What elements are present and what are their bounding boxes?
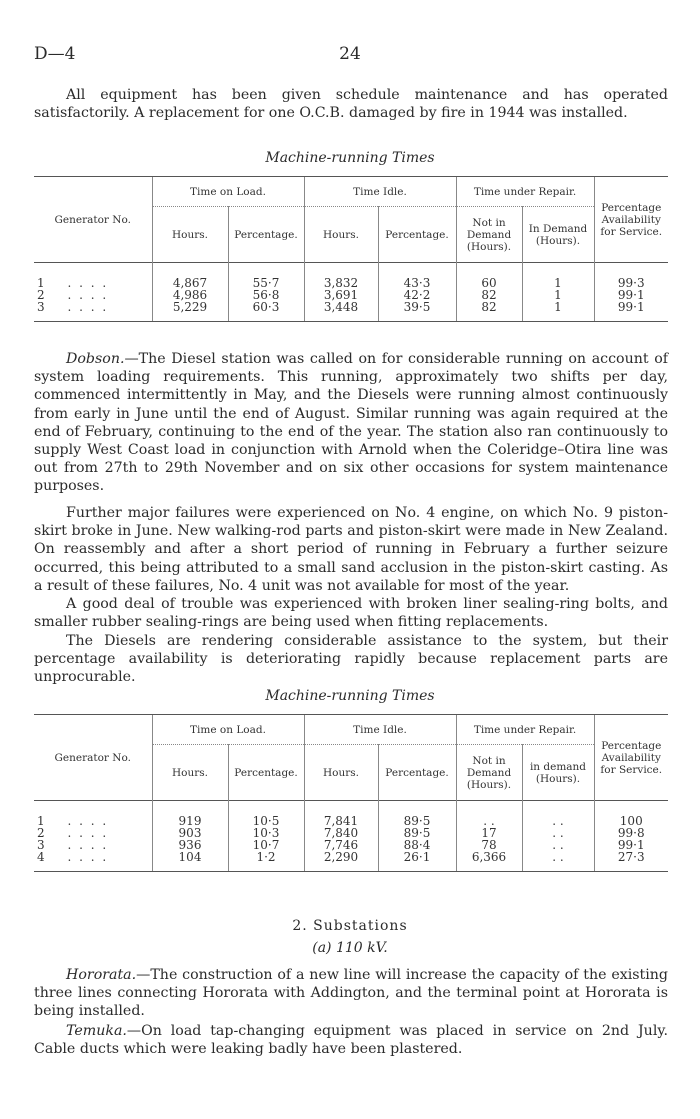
col-load-percentage: Percentage. — [228, 207, 304, 263]
machine-running-table-2 — [34, 714, 668, 872]
group-time-on-load: Time on Load. — [152, 715, 304, 745]
hororata-paragraph: Hororata.—The construction of a new line will increase the capacity of the existing three lines connecting Hororata with Addington, and the terminal point at Hororata is being installed. — [34, 967, 668, 1020]
section-reference: D—4 — [34, 44, 76, 64]
temuka-lead: Temuka. — [66, 1023, 127, 1039]
dobson-paragraph-3: A good deal of trouble was experienced with broken liner sealing-ring bolts, and smaller rubber sealing-rings are being used when fitting replacements. — [34, 596, 668, 631]
table-row: 1 . . . . 919 10·5 7,841 89·5 . . . . 100 — [34, 801, 668, 828]
table-row: 3 . . . . 5,229 60·3 3,448 39·5 82 1 99·1 — [34, 301, 668, 322]
machine-running-table-1 — [34, 176, 668, 322]
col-load-percentage: Percentage. — [228, 745, 304, 801]
col-generator: Generator No. — [34, 177, 152, 263]
table-row: 4 . . . . 104 1·2 2,290 26·1 6,366 . . 27·3 — [34, 851, 668, 872]
col-load-hours: Hours. — [152, 207, 228, 263]
table2-caption: Machine-running Times — [265, 688, 435, 704]
col-in-demand: In Demand (Hours). — [522, 207, 594, 263]
page-number: 24 — [339, 44, 361, 64]
group-time-idle: Time Idle. — [304, 177, 456, 207]
group-time-under-repair: Time under Repair. — [456, 715, 594, 745]
col-idle-percentage: Percentage. — [378, 207, 456, 263]
group-time-idle: Time Idle. — [304, 715, 456, 745]
col-load-hours: Hours. — [152, 745, 228, 801]
col-generator: Generator No. — [34, 715, 152, 801]
col-idle-hours: Hours. — [304, 745, 378, 801]
col-in-demand: in demand (Hours). — [522, 745, 594, 801]
table-row: 1 . . . . 4,867 55·7 3,832 43·3 60 1 99·3 — [34, 263, 668, 290]
table1-caption: Machine-running Times — [265, 150, 435, 166]
col-not-in-demand: Not in Demand (Hours). — [456, 207, 522, 263]
intro-paragraph: All equipment has been given schedule maintenance and has operated satisfactorily. A replacement for one O.C.B. damaged by fire in 1944 was installed. — [34, 87, 668, 122]
table-row: 2 . . . . 4,986 56·8 3,691 42·2 82 1 99·1 — [34, 289, 668, 301]
col-availability: Percentage Availability for Service. — [594, 715, 668, 801]
hororata-lead: Hororata. — [66, 967, 137, 983]
substations-subheading: (a) 110 kV. — [312, 940, 388, 956]
temuka-paragraph: Temuka.—On load tap-changing equipment was placed in service on 2nd July. Cable ducts which were leaking badly have been plastered. — [34, 1023, 668, 1058]
col-availability: Percentage Availability for Service. — [594, 177, 668, 263]
dobson-paragraph-2: Further major failures were experienced on No. 4 engine, on which No. 9 piston-skirt broke in June. New walking-rod parts and piston-skirt were made in New Zealand. On reassembly and after a short period of running in February a further seizure occurred, this being attributed to a small sand acclusion in the piston-skirt casting. As a result of these failures, No. 4 unit was not available for most of the year. — [34, 505, 668, 594]
dobson-paragraph: Dobson.—The Diesel station was called on for considerable running on account of system loading requirements. This running, approximately two shifts per day, commenced intermittently in May, and the Diesels were running almost continuously from early in June until the end of August. Similar running was again required at the end of February, continuing to the end of the year. The station also ran continuously to supply West Coast load in conjunction with Arnold when the Coleridge–Otira line was out from 27th to 29th November and on six other occasions for system maintenance purposes. — [34, 351, 668, 495]
group-time-under-repair: Time under Repair. — [456, 177, 594, 207]
col-idle-percentage: Percentage. — [378, 745, 456, 801]
group-time-on-load: Time on Load. — [152, 177, 304, 207]
dobson-lead: Dobson. — [66, 351, 125, 367]
dobson-paragraph-4: The Diesels are rendering considerable assistance to the system, but their percentage availability is deteriorating rapidly because replacement parts are unprocurable. — [34, 633, 668, 686]
table-row: 2 . . . . 903 10·3 7,840 89·5 17 . . 99·8 — [34, 827, 668, 839]
substations-heading: 2. Substations — [292, 918, 408, 934]
col-idle-hours: Hours. — [304, 207, 378, 263]
table-row: 3 . . . . 936 10·7 7,746 88·4 78 . . 99·1 — [34, 839, 668, 851]
col-not-in-demand: Not in Demand (Hours). — [456, 745, 522, 801]
